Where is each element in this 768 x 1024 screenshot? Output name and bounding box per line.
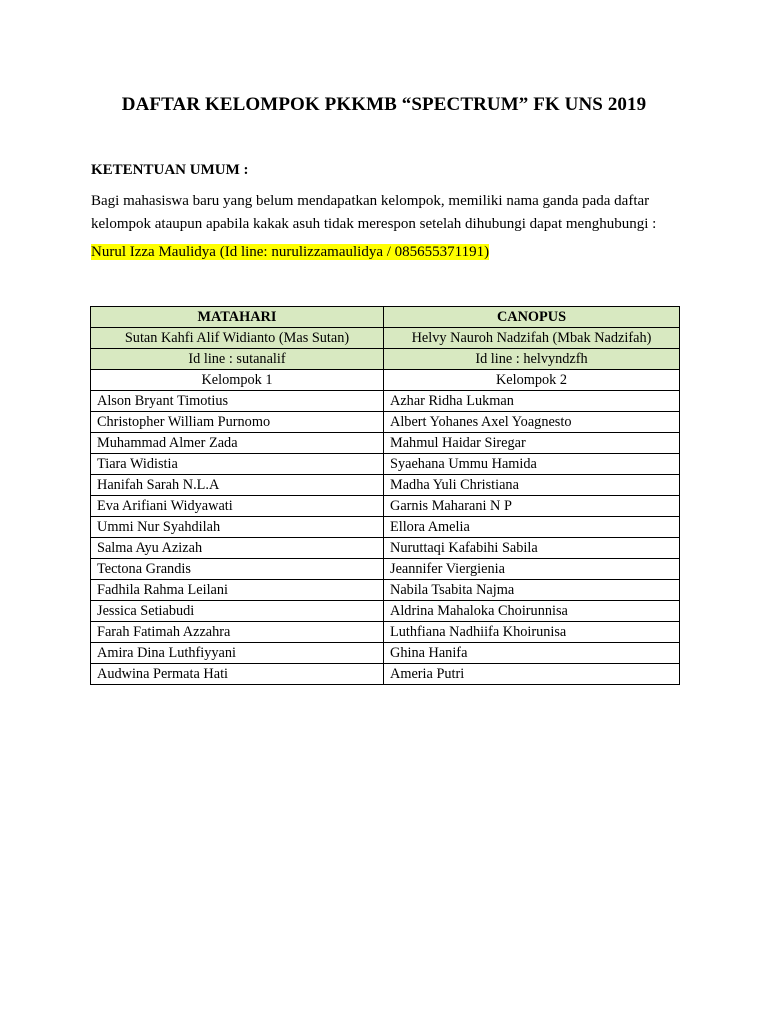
member-name-cell: Ummi Nur Syahdilah (91, 517, 384, 538)
member-name-cell: Azhar Ridha Lukman (384, 391, 680, 412)
member-name-cell: Alson Bryant Timotius (91, 391, 384, 412)
table-row (91, 622, 680, 643)
table-row (91, 391, 680, 412)
member-name-cell: Amira Dina Luthfiyyani (91, 643, 384, 664)
line-id-row (91, 349, 680, 370)
member-name-cell: Syaehana Ummu Hamida (384, 454, 680, 475)
table-row (91, 664, 680, 685)
contact-highlight: Nurul Izza Maulidya (Id line: nurulizzamaulidya / 085655371191) (91, 244, 490, 260)
member-name-cell: Fadhila Rahma Leilani (91, 580, 384, 601)
member-name-cell: Farah Fatimah Azzahra (91, 622, 384, 643)
member-name-cell: Muhammad Almer Zada (91, 433, 384, 454)
table-row (91, 433, 680, 454)
group-name-cell: MATAHARI (91, 307, 384, 328)
member-name-cell: Albert Yohanes Axel Yoagnesto (384, 412, 680, 433)
member-name-cell: Ellora Amelia (384, 517, 680, 538)
member-name-cell: Tectona Grandis (91, 559, 384, 580)
line-id-cell: Id line : sutanalif (91, 349, 384, 370)
member-name-cell: Audwina Permata Hati (91, 664, 384, 685)
member-name-cell: Mahmul Haidar Siregar (384, 433, 680, 454)
mentor-cell: Helvy Nauroh Nadzifah (Mbak Nadzifah) (384, 328, 680, 349)
table-row (91, 580, 680, 601)
member-name-cell: Eva Arifiani Widyawati (91, 496, 384, 517)
group-number-cell: Kelompok 1 (91, 370, 384, 391)
member-name-cell: Garnis Maharani N P (384, 496, 680, 517)
table-row (91, 517, 680, 538)
member-name-cell: Salma Ayu Azizah (91, 538, 384, 559)
table-row (91, 475, 680, 496)
table-row (91, 559, 680, 580)
section-heading: KETENTUAN UMUM : (91, 162, 249, 178)
member-name-cell: Ameria Putri (384, 664, 680, 685)
group-table (90, 306, 680, 685)
group-number-cell: Kelompok 2 (384, 370, 680, 391)
group-number-row (91, 370, 680, 391)
table-row (91, 496, 680, 517)
member-name-cell: Madha Yuli Christiana (384, 475, 680, 496)
table-row (91, 601, 680, 622)
contact-info (91, 244, 489, 261)
member-name-cell: Hanifah Sarah N.L.A (91, 475, 384, 496)
member-name-cell: Jeannifer Viergienia (384, 559, 680, 580)
group-name-row (91, 307, 680, 328)
member-name-cell: Ghina Hanifa (384, 643, 680, 664)
table-row (91, 454, 680, 475)
instructions-paragraph: Bagi mahasiswa baru yang belum mendapatkan kelompok, memiliki nama ganda pada daftar kelompok ataupun apabila kakak asuh tidak merespon setelah dihubungi dapat menghubungi : (91, 193, 657, 232)
member-name-cell: Jessica Setiabudi (91, 601, 384, 622)
member-name-cell: Tiara Widistia (91, 454, 384, 475)
member-name-cell: Nabila Tsabita Najma (384, 580, 680, 601)
member-name-cell: Luthfiana Nadhiifa Khoirunisa (384, 622, 680, 643)
member-name-cell: Christopher William Purnomo (91, 412, 384, 433)
table-row (91, 643, 680, 664)
group-name-cell: CANOPUS (384, 307, 680, 328)
mentor-row (91, 328, 680, 349)
member-name-cell: Aldrina Mahaloka Choirunnisa (384, 601, 680, 622)
table-row (91, 412, 680, 433)
line-id-cell: Id line : helvyndzfh (384, 349, 680, 370)
member-name-cell: Nuruttaqi Kafabihi Sabila (384, 538, 680, 559)
group-table-body (91, 307, 680, 685)
document-title: DAFTAR KELOMPOK PKKMB “SPECTRUM” FK UNS 2019 (121, 94, 647, 115)
table-row (91, 538, 680, 559)
mentor-cell: Sutan Kahfi Alif Widianto (Mas Sutan) (91, 328, 384, 349)
